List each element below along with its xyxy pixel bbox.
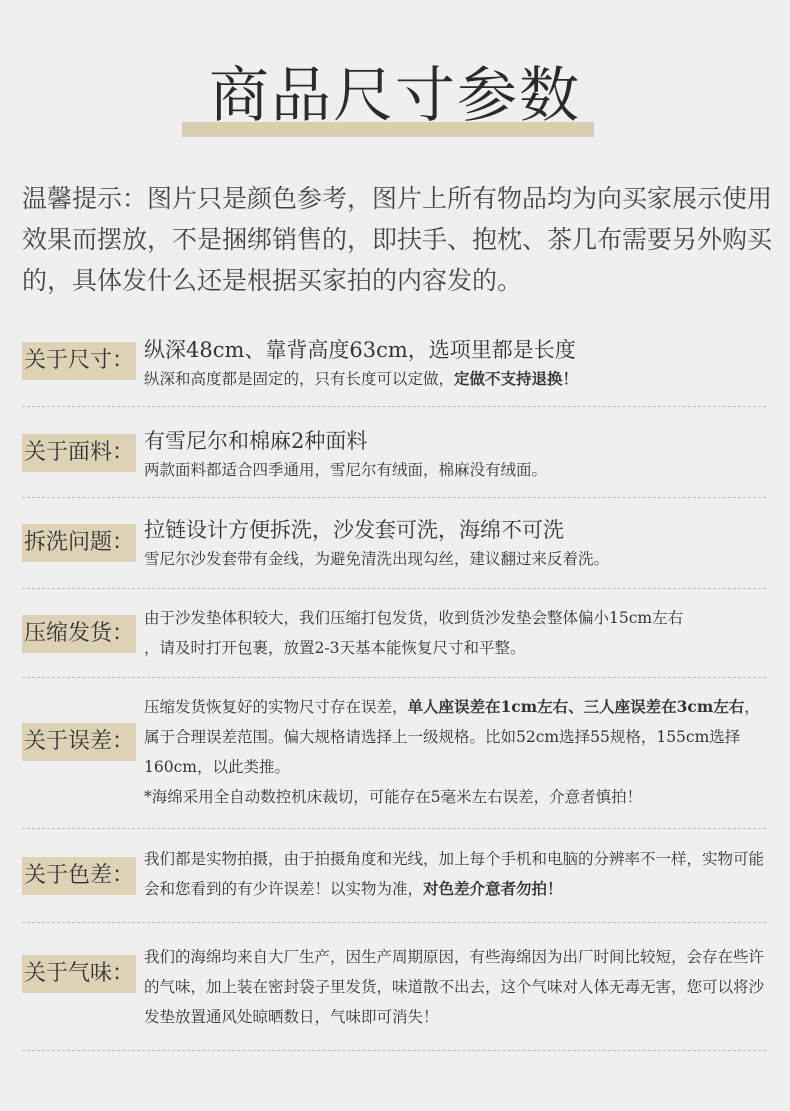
- title-block: [0, 56, 790, 140]
- divider: [22, 406, 766, 407]
- section-detail: 雪尼尔沙发套带有金线，为避免清洗出现勾丝，建议翻过来反着洗。: [144, 550, 610, 568]
- section-headline: 纵深48cm、靠背高度63cm，选项里都是长度: [144, 338, 576, 362]
- intro-notice: 温馨提示：图片只是颜色参考，图片上所有物品均为向买家展示使用效果而摆放，不是捆绑销售的，即扶手、抱枕、茶几布需要另外购买的，具体发什么还是根据买家拍的内容发的。: [22, 184, 773, 295]
- section-headline: 拉链设计方便拆洗，沙发套可洗，海绵不可洗: [144, 518, 564, 542]
- section-tag: 关于气味：: [22, 955, 136, 993]
- section-body: [144, 336, 774, 394]
- section-detail-line: ，请及时打开包裹，放置2-3天基本能恢复尺寸和平整。: [144, 639, 526, 657]
- section-body: [144, 516, 774, 574]
- page-title: 商品尺寸参数: [209, 61, 581, 131]
- section-body: [144, 692, 774, 812]
- section-tag: 关于色差：: [22, 857, 136, 895]
- section-tag: 压缩发货：: [22, 615, 136, 653]
- divider: [22, 922, 766, 923]
- section-headline: 有雪尼尔和棉麻2种面料: [144, 429, 368, 453]
- detail-text: 我们都是实物拍摄，由于拍摄角度和光线，加上每个手机和电脑的分辨率不一样，实物可能会和您看到的有少许误差！以实物为准，: [144, 850, 765, 898]
- divider: [22, 497, 766, 498]
- detail-text: 压缩发货恢复好的实物尺寸存在误差，: [144, 698, 408, 716]
- section-body: [144, 603, 774, 663]
- divider: [22, 1050, 766, 1051]
- divider: [22, 677, 766, 678]
- divider: [22, 588, 766, 589]
- detail-text: 纵深和高度都是固定的，只有长度可以定做，: [144, 370, 455, 388]
- section-detail: [144, 844, 774, 904]
- section-tag: 关于面料：: [22, 434, 136, 472]
- section-detail: 两款面料都适合四季通用，雪尼尔有绒面，棉麻没有绒面。: [144, 461, 548, 479]
- section-detail-line: 由于沙发垫体积较大，我们压缩打包发货，收到货沙发垫会整体偏小15cm左右: [144, 609, 684, 627]
- section-detail: 我们的海绵均来自大厂生产，因生产周期原因，有些海绵因为出厂时间比较短，会存在些许的气味，加上装在密封袋子里发货，味道散不出去，这个气味对人体无毒无害，您可以将沙发垫放置通风处晾晒数日，气味即可消失！: [144, 948, 765, 1026]
- detail-bold: 单人座误差在1cm左右、三人座误差在3cm左右: [407, 697, 745, 716]
- section-body: [144, 942, 774, 1032]
- divider: [22, 828, 766, 829]
- detail-bold: 定做不支持退换！: [454, 369, 579, 388]
- section-detail: [144, 364, 774, 394]
- section-tag: 关于尺寸：: [22, 342, 136, 380]
- section-body: [144, 844, 774, 904]
- section-tag: 拆洗问题：: [22, 524, 136, 562]
- section-detail-note: *海绵采用全自动数控机床裁切，可能存在5毫米左右误差，介意者慎拍！: [144, 788, 643, 806]
- section-tag: 关于误差：: [22, 723, 136, 761]
- section-body: [144, 427, 774, 485]
- section-detail: [144, 692, 774, 782]
- detail-text: ，属于合理误差范围。偏大规格请选择上一级规格。比如52cm选择55规格，155cm选择160cm，以此类推。: [144, 698, 760, 776]
- detail-bold: 对色差介意者勿拍！: [423, 879, 563, 898]
